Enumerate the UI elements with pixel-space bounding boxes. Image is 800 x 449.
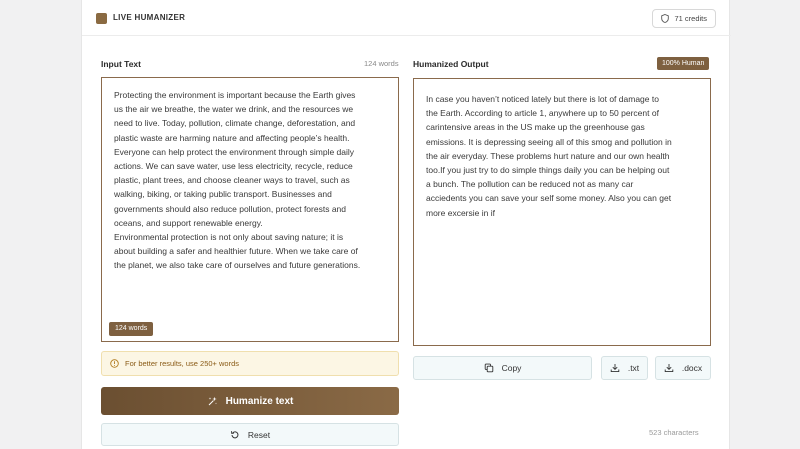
output-label: Humanized Output: [413, 59, 489, 69]
word-count-badge: 124 words: [109, 322, 153, 336]
credits-badge[interactable]: [652, 9, 716, 28]
info-icon: [110, 359, 119, 368]
input-label: Input Text: [101, 59, 141, 69]
humanize-label: Humanize text: [225, 395, 294, 407]
character-count: 523 characters: [649, 428, 699, 437]
output-textarea[interactable]: [413, 78, 711, 346]
input-word-count: 124 words: [364, 59, 399, 68]
download-txt-button[interactable]: [601, 356, 648, 380]
input-textarea[interactable]: [101, 77, 399, 342]
copy-icon: [484, 363, 494, 373]
download-docx-button[interactable]: [655, 356, 711, 380]
docx-label: .docx: [681, 363, 703, 373]
input-text[interactable]: Protecting the environment is important because the Earth gives us the air we breathe, the water we drink, and the resources we need to live. Today, pollution, climate change, deforestation, and plastic waste are harming nature and affecting people’s health. Everyone can help protect the environment through simple daily actions. We can save water, use less electricity, recycle, reduce plastic, plant trees, and choose cleaner ways to travel, such as walking, biking, or taking public transport. Businesses and governments should also reduce pollution, protect forests and oceans, and support renewable energy. Environmental protection is not only about saving nature; it is about building a safer and healthier future. When we take care of the planet, we also take care of ourselves and future generations.: [114, 90, 361, 271]
txt-label: .txt: [627, 363, 640, 373]
reset-button[interactable]: [101, 423, 399, 446]
sparkle-icon: [207, 396, 218, 407]
humanize-button[interactable]: [101, 387, 399, 415]
reset-label: Reset: [247, 429, 271, 440]
hint-text: For better results, use 250+ words: [125, 359, 240, 368]
shield-icon: [661, 14, 669, 23]
human-score-badge: 100% Human: [657, 57, 709, 70]
output-text[interactable]: In case you haven’t noticed lately but there is lot of damage to the Earth. According to article 1, anywhere up to 50 percent of carintensive areas in the US make up the greenhouse gas emissions. It is depressing seeing all of this smog and pollution in the air everyday. These problems hurt nature and our own health too.If you just try to do simple things daily you can be helping out a bunch. The pollution can be reduced not as many car acciedents you can save your self some money. Also you can get more excersie in if: [426, 94, 672, 218]
download-icon: [610, 363, 620, 373]
reset-icon: [230, 430, 240, 440]
humanizer-card: [81, 0, 730, 449]
app-title: LIVE HUMANIZER: [113, 13, 186, 22]
download-icon: [664, 363, 674, 373]
hint-banner: [101, 351, 399, 376]
logo-icon: [96, 13, 107, 24]
credits-label: 71 credits: [674, 14, 707, 23]
top-bar: [82, 0, 731, 36]
copy-button[interactable]: [413, 356, 592, 380]
copy-label: Copy: [501, 363, 522, 373]
